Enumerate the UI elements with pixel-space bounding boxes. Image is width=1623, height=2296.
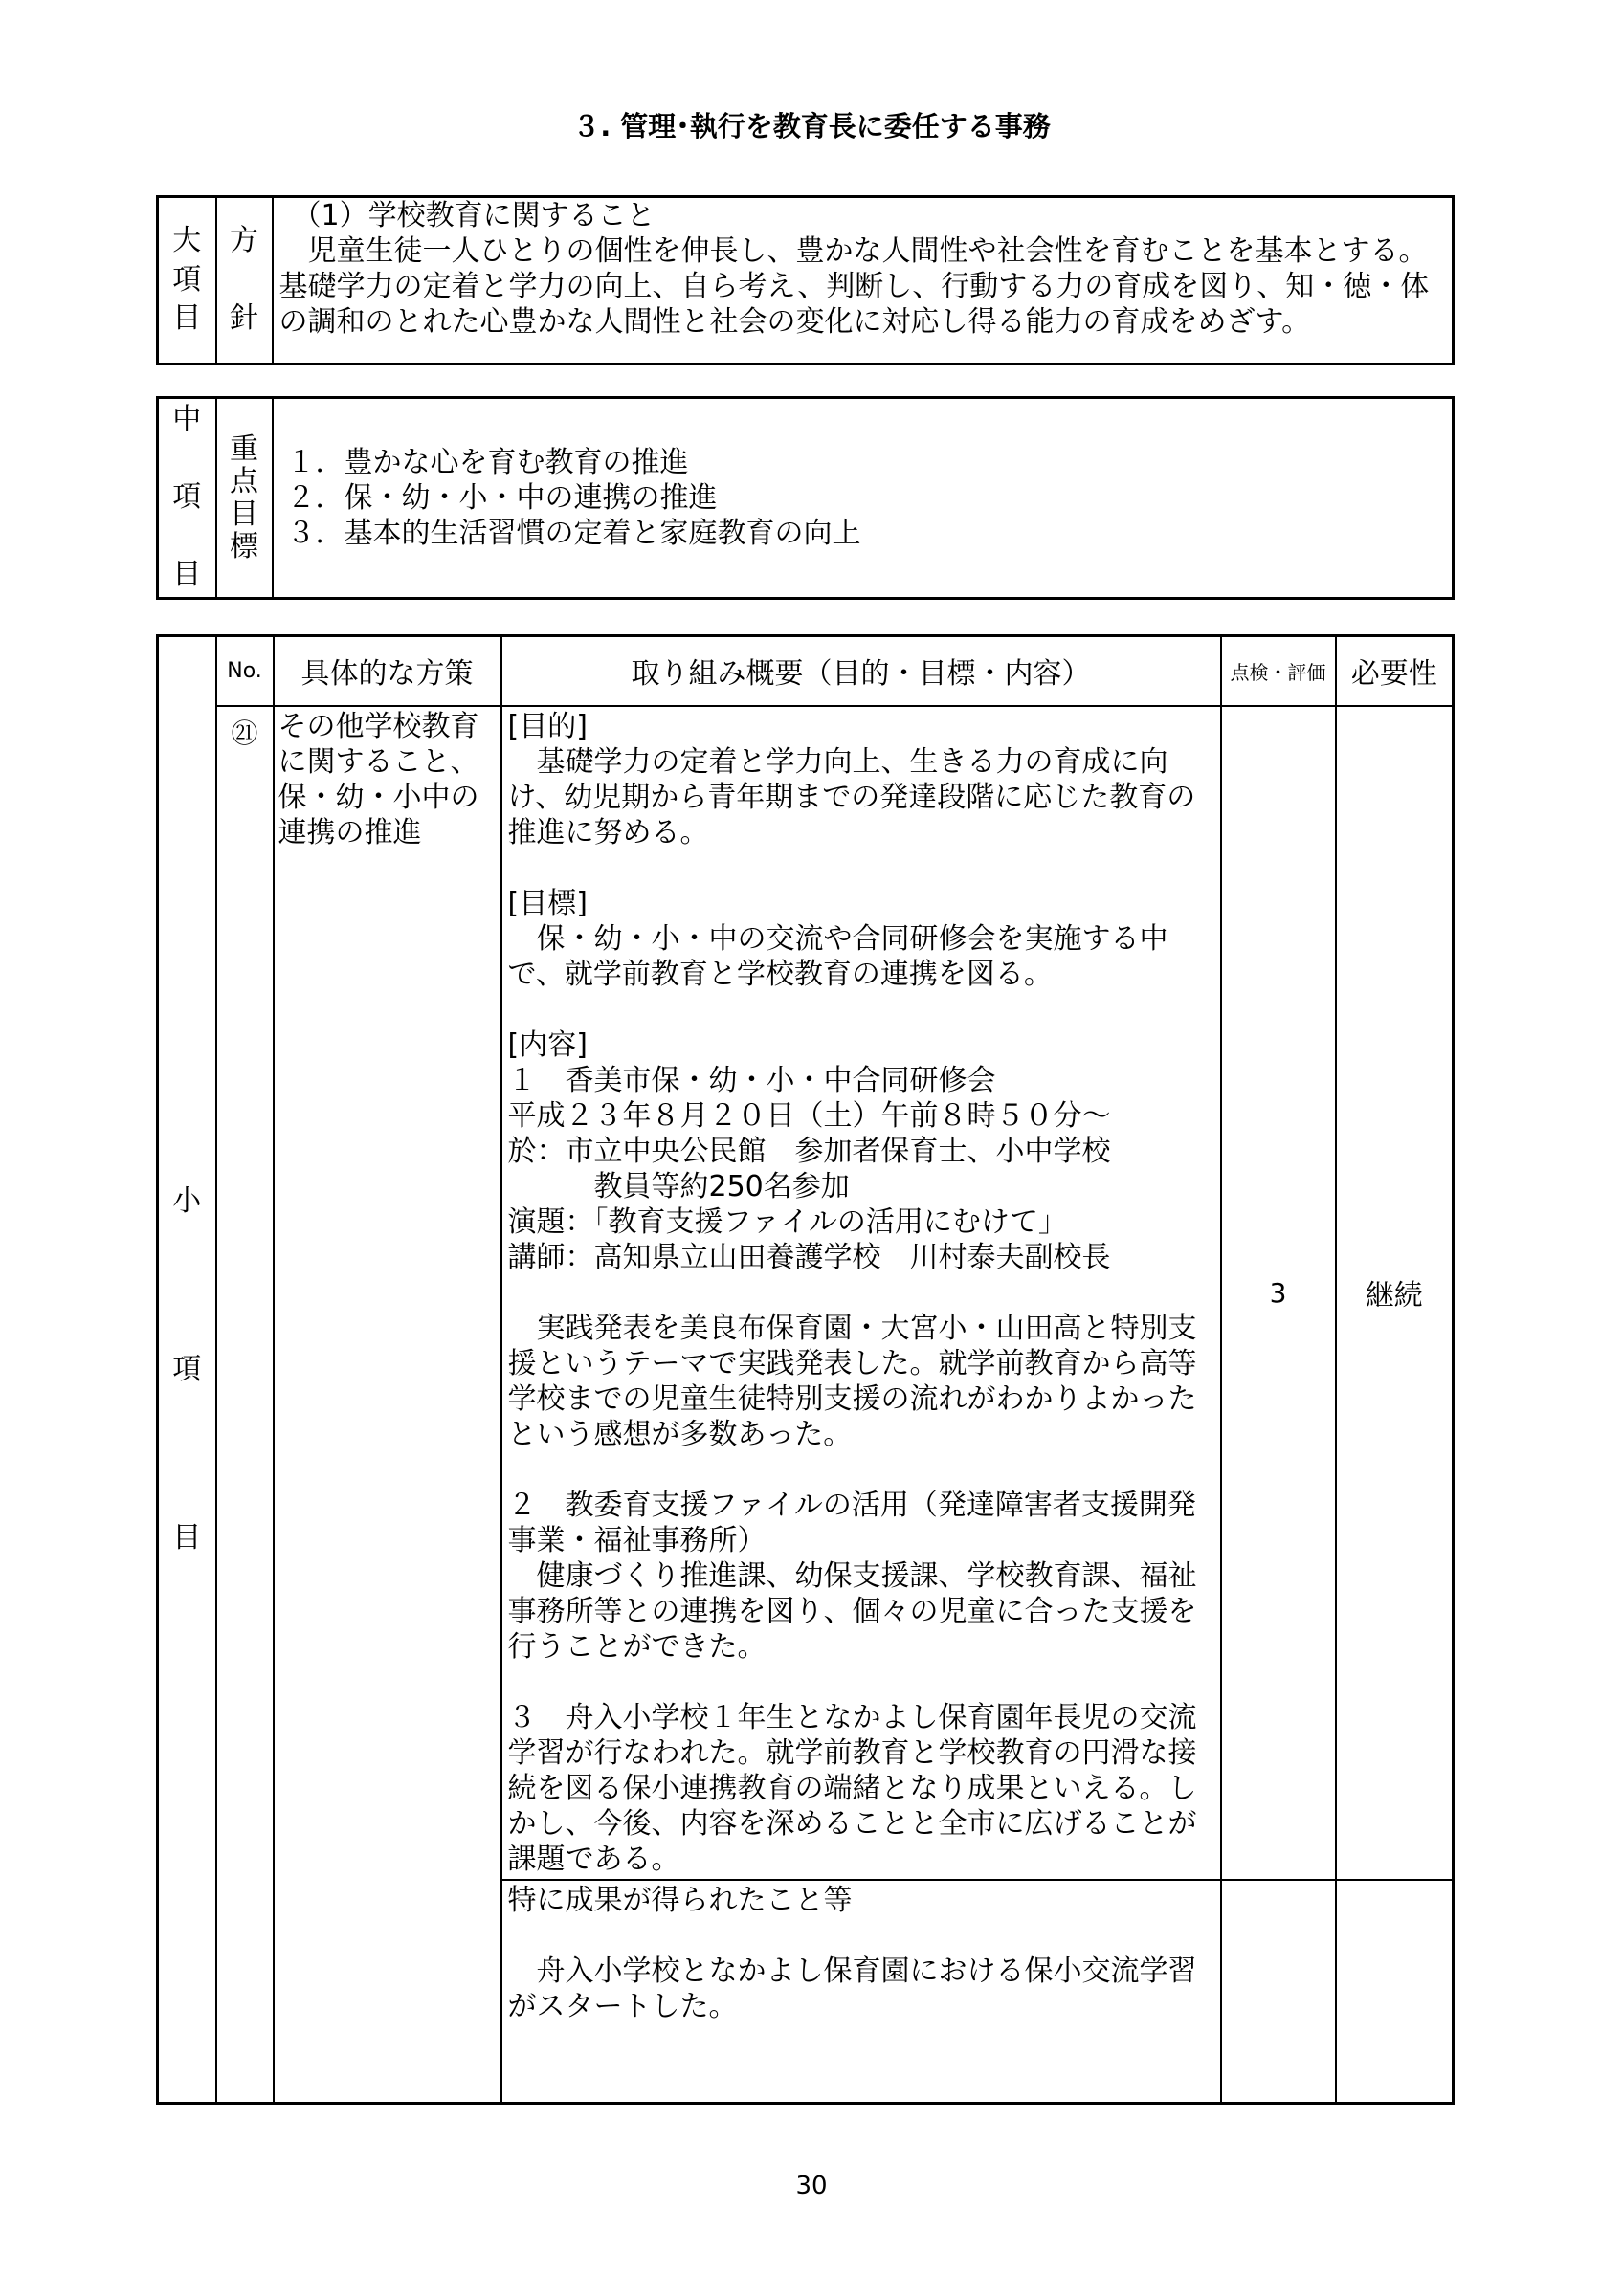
focus-goal-item: １．豊かな心を育む教育の推進 <box>286 446 689 479</box>
focus-goal-item: ２．保・幼・小・中の連携の推進 <box>286 481 718 515</box>
evaluation-header: 点検・評価 <box>1221 636 1336 706</box>
focus-goal-item: ３．基本的生活習慣の定着と家庭教育の向上 <box>286 517 861 550</box>
minor-item-table <box>156 634 1455 2105</box>
focus-goal-label: 重 点 目 標 <box>216 398 273 599</box>
middle-item-label: 中 項 目 <box>158 398 216 599</box>
results-text: 特に成果が得られたこと等 舟入小学校となかよし保育園における保小交流学習がスタートした。 <box>501 1880 1221 2104</box>
minor-item-label: 小 項 目 <box>158 636 216 2104</box>
page-title: ３. 管理･執行を教育長に委任する事務 <box>572 110 1051 143</box>
no-header: No. <box>216 636 274 706</box>
measure-text: その他学校教育に関すること、保・幼・小中の連携の推進 <box>274 706 501 2104</box>
major-item-label: 大 項 目 <box>158 197 216 364</box>
results-evaluation-cell <box>1221 1880 1336 2104</box>
major-item-table <box>156 195 1455 365</box>
policy-heading: （1）学校教育に関すること <box>292 199 656 232</box>
policy-label: 方 針 <box>216 197 273 364</box>
policy-text: 児童生徒一人ひとりの個性を伸長し、豊かな人間性や社会性を育むことを基本とする。基礎学力の定着と学力の向上、自ら考え、判断し、行動する力の育成を図り、知・徳・体の調和のとれた心豊かな人間性と社会の変化に対応し得る能力の育成をめざす。 <box>278 234 1430 339</box>
results-necessity-cell <box>1336 1880 1454 2104</box>
overview-header: 取り組み概要（目的・目標・内容） <box>501 636 1221 706</box>
middle-item-table <box>156 396 1455 600</box>
overview-text: [目的] 基礎学力の定着と学力向上、生きる力の育成に向け、幼児期から青年期までの発達段階に応じた教育の推進に努める。 [目標] 保・幼・小・中の交流や合同研修会を実施する中で、就学前教育と学校教育の連携を図る。 [内容] １ 香美市保・幼・小・中合同研修会 平成２３年８月２０日（土）午前８時５０分～ 於：市立中央公民館 参加者保育士、小中学校 教員等約250名参加 演題：「教育支援ファイルの活用にむけて」 講師：高知県立山田養護学校 川村泰夫副校長 実践発表を美良布保育園・大宮小・山田高と特別支援というテーマで実践発表した。就学前教育から高等学校までの児童生徒特別支援の流れがわかりよかったという感想が多数あった。 ２ 教委育支援ファイルの活用（発達障害者支援開発事業・福祉事務所） 健康づくり推進課、幼保支援課、学校教育課、福祉事務所等との連携を図り、個々の児童に合った支援を行うことができた。 ３ 舟入小学校１年生となかよし保育園年長児の交流学習が行なわれた。就学前教育と学校教育の円滑な接続を図る保小連携教育の端緒となり成果といえる。しかし、今後、内容を深めることと全市に広げることが課題である。 <box>501 706 1221 1880</box>
necessity-header: 必要性 <box>1336 636 1454 706</box>
evaluation-score: 3 <box>1221 706 1336 1880</box>
necessity-value: 継続 <box>1336 706 1454 1880</box>
measure-header: 具体的な方策 <box>274 636 501 706</box>
row-number: ㉑ <box>216 706 274 2104</box>
page-number: 30 <box>795 2172 828 2200</box>
